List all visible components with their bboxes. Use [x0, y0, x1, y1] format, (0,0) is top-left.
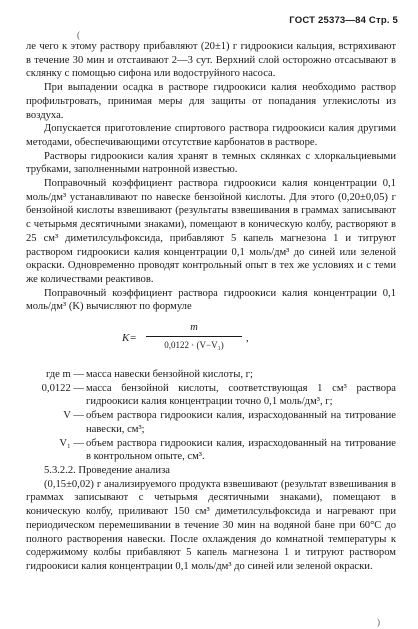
fraction-bar	[146, 336, 242, 337]
document-body	[26, 40, 396, 574]
definition-row	[26, 437, 396, 464]
definitions-list	[26, 368, 396, 464]
definition-text: масса бензойной кислоты, соответствующая 1 см³ раствора гидроокиси калия концентрации точно 0,1 моль/дм³, г;	[86, 382, 396, 408]
paragraph-3: Допускается приготовление спиртового раствора гидроокиси калия другими методами, обеспечивающими отсутствие карбонатов в растворе.	[26, 123, 396, 148]
formula-fraction	[146, 322, 242, 351]
paragraph-2: При выпадении осадка в растворе гидроокиси калия необходимо раствор профильтровать, принимая меры для защиты от попадания углекислоты из воздуха.	[26, 82, 396, 121]
formula-denominator: 0,0122 · (V−V₁)	[164, 340, 224, 351]
paragraph-6: Поправочный коэффициент раствора гидроокиси калия концентрации 0,1 моль/дм³ (K) вычисляют по формуле	[26, 287, 396, 313]
definition-symbol: где m —	[45, 369, 84, 381]
definition-symbol: V₁ —	[59, 437, 84, 449]
definition-symbol: 0,0122 —	[41, 382, 84, 394]
page-header: ГОСТ 25373—84 Стр. 5	[289, 15, 398, 26]
section-heading: 5.3.2.2. Проведение анализа	[44, 464, 170, 476]
final-paragraph: (0,15±0,02) г анализируемого продукта взвешивают (результат взвешивания в граммах записывают с четырьмя десятичными знаками), помещают в коническую колбу, приливают 150 см³ диметилсульфоксида и нагревают при периодическом перемешивании в течение 30 мин на водяной бане при 60°С до полного растворения навески. После охлаждения до комнатной температуры к содержимому колбы прибавляют 5 капель магнезона 1 и титруют раствором гидроокиси калия концентрации 0,1 моль/дм³ до синей или зеленой окраски.	[26, 478, 396, 572]
paragraph-4: Растворы гидроокиси калия хранят в темных склянках с хлоркальциевыми трубками, заполненными натронной известью.	[26, 150, 396, 176]
formula	[26, 318, 396, 362]
paragraph-5: Поправочный коэффициент раствора гидроокиси калия концентрации 0,1 моль/дм³ устанавливают по навеске бензойной кислоты. Для этого (0,20±0,05) г бензойной кислоты взвешивают (результаты взвешивания в граммах записывают с четырьмя десятичными знаками), помещают в коническую колбу, растворяют в 25 см³ диметилсульфоксида, прибавляют 5 капель магнезона 1 и титруют раствором гидроокиси калия концентрации 0,1 моль/дм³ до синей или зеленой окраски. Одновременно проводят контрольный опыт в тех же условиях и с теми же количествами реактивов.	[26, 178, 396, 285]
paragraph-1: ле чего к этому раствору прибавляют (20±1) г гидроокиси кальция, встряхивают в течение 30 мин и отстаивают 2—3 сут. Верхний слой осторожно отсасывают в склянку с помощью сифона или водоструйного насоса.	[26, 41, 396, 80]
formula-lhs: K=	[122, 332, 137, 345]
definition-row	[26, 409, 396, 436]
definition-text: объем раствора гидроокиси калия, израсходованный на титрование навески, см³;	[86, 410, 396, 435]
definition-symbol: V —	[63, 410, 84, 422]
definition-text: объем раствора гидроокиси калия, израсходованный на титрование в контрольном опыте, см³.	[86, 437, 396, 463]
definition-row	[26, 368, 396, 382]
formula-numerator: m	[190, 322, 198, 334]
definition-row	[26, 382, 396, 409]
formula-trail: ,	[246, 332, 249, 345]
tail-mark: )	[377, 617, 380, 627]
margin-mark: (	[77, 30, 80, 40]
definition-text: масса навески бензойной кислоты, г;	[86, 369, 253, 381]
